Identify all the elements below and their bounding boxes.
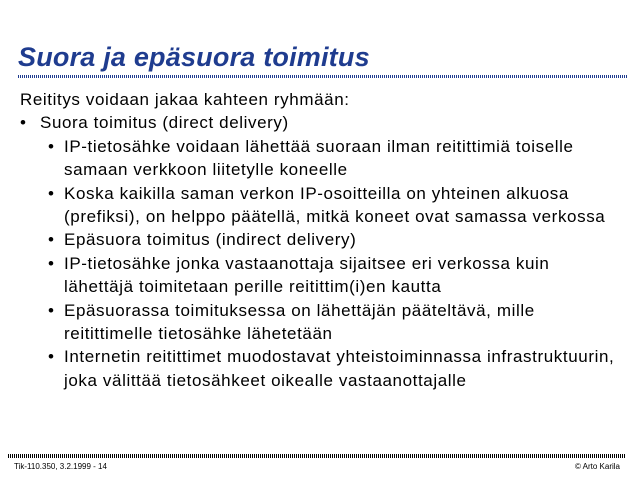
sub-bullet-item: • Epäsuora toimitus (indirect delivery) (20, 228, 620, 251)
title-divider (18, 75, 628, 78)
sub-bullet-item: • Epäsuorassa toimituksessa on lähettäjän pääteltävä, mille reitittimelle tietosähke lähetetään (20, 299, 620, 346)
bullet-item: • Suora toimitus (direct delivery) (20, 111, 620, 134)
sub-bullet-item: • IP-tietosähke voidaan lähettää suoraan ilman reitittimiä toiselle samaan verkkoon liitetylle koneelle (20, 135, 620, 182)
sub-bullet-item: • IP-tietosähke jonka vastaanottaja sijaitsee eri verkossa kuin lähettäjä toimitetaan perille reitittim(i)en kautta (20, 252, 620, 299)
lead-text: Reititys voidaan jakaa kahteen ryhmään: (20, 90, 350, 109)
slide-body (20, 88, 620, 392)
footer-course-info: Tik-110.350, 3.2.1999 - 14 (14, 462, 107, 471)
sub-bullet-item: • Koska kaikilla saman verkon IP-osoitteilla on yhteinen alkuosa (prefiksi), on helppo päätellä, mitkä koneet ovat samassa verkossa (20, 182, 620, 229)
footer-divider (8, 454, 626, 458)
footer-copyright: © Arto Karila (574, 462, 620, 471)
slide-title: Suora ja epäsuora toimitus (18, 42, 370, 72)
bullet-list (20, 111, 620, 392)
sub-bullet-item: • Internetin reitittimet muodostavat yhteistoiminnassa infrastruktuurin, joka välittää tietosähkeet oikealle vastaanottajalle (20, 345, 620, 392)
